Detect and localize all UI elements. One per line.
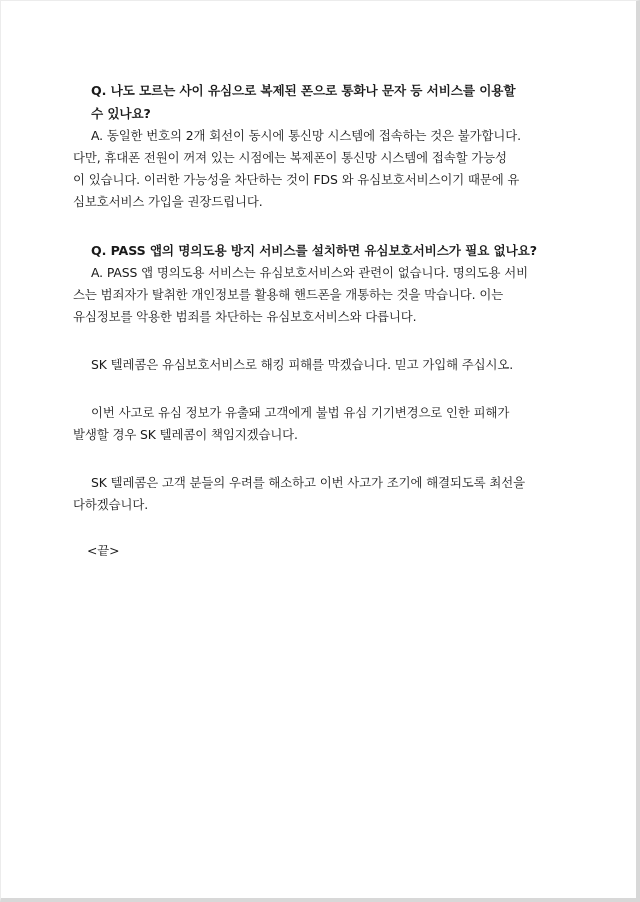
paragraph-3-line-2: 다하겠습니다. [73,497,149,512]
question-1-line-1: Q. 나도 모르는 사이 유심으로 복제된 폰으로 통화나 문자 등 서비스를 이용할 [91,83,516,98]
qa-block-1 [73,79,573,213]
paragraph-2-line-2: 발생할 경우 SK 텔레콤이 책임지겠습니다. [73,427,298,442]
answer-2-line-3: 유심정보를 악용한 범죄를 차단하는 유심보호서비스와 다릅니다. [73,309,417,324]
paragraph-2-line-1: 이번 사고로 유심 정보가 유출돼 고객에게 불법 유심 기기변경으로 인한 피해가 [91,405,510,420]
document-body [73,79,573,562]
paragraph-3 [73,472,573,516]
paragraph-1-line-1: SK 텔레콤은 유심보호서비스로 해킹 피해를 막겠습니다. 믿고 가입해 주십시오. [91,357,514,372]
end-mark: <끝> [87,543,120,558]
paragraph-3-line-1: SK 텔레콤은 고객 분들의 우려를 해소하고 이번 사고가 조기에 해결되도록 최선을 [91,475,525,490]
paragraph-2 [73,402,573,446]
paragraph-1 [73,354,573,376]
question-2-line-1: Q. PASS 앱의 명의도용 방지 서비스를 설치하면 유심보호서비스가 필요 없나요? [91,243,537,258]
qa-block-2 [73,239,573,328]
answer-1-line-4: 심보호서비스 가입을 권장드립니다. [73,194,263,209]
spacer [73,213,573,239]
answer-2-line-2: 스는 범죄자가 탈취한 개인정보를 활용해 핸드폰을 개통하는 것을 막습니다. 이는 [73,287,504,302]
question-1 [73,79,573,125]
answer-2 [73,262,573,328]
answer-1-line-1: A. 동일한 번호의 2개 회선이 동시에 통신망 시스템에 접속하는 것은 불가합니다. [91,128,521,143]
answer-1-line-3: 이 있습니다. 이러한 가능성을 차단하는 것이 FDS 와 유심보호서비스이기 때문에 유 [73,172,520,187]
spacer [73,328,573,354]
question-1-line-2: 수 있나요? [91,106,151,121]
spacer [73,446,573,472]
answer-1 [73,125,573,213]
answer-2-line-1: A. PASS 앱 명의도용 서비스는 유심보호서비스와 관련이 없습니다. 명의도용 서비 [91,265,528,280]
answer-1-line-2: 다만, 휴대폰 전원이 꺼져 있는 시점에는 복제폰이 통신망 시스템에 접속할 가능성 [73,150,507,165]
question-2 [73,239,573,262]
spacer [73,376,573,402]
